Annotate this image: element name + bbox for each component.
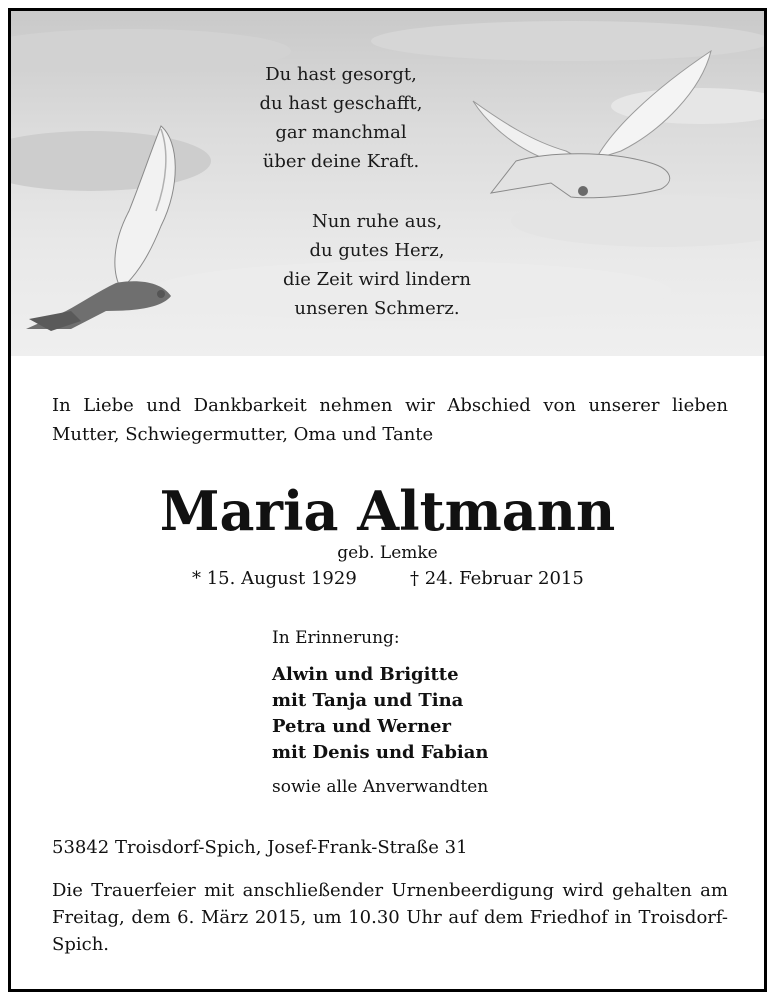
deceased-name: Maria Altmann (159, 479, 616, 543)
death-date: † 24. Februar 2015 (410, 568, 584, 589)
poem-line: über deine Kraft. (262, 151, 420, 172)
family-member: mit Tanja und Tina (272, 690, 464, 711)
intro-line-2: Mutter, Schwiegermutter, Oma und Tante (52, 424, 434, 445)
poem-line: unseren Schmerz. (294, 298, 460, 319)
poem-line: du gutes Herz, (309, 240, 445, 261)
birth-date: * 15. August 1929 (192, 568, 357, 589)
poem-line: Du hast gesorgt, (265, 64, 417, 85)
dove-right-icon (473, 51, 711, 198)
poem-stanza-1 (211, 60, 471, 176)
funeral-notice: Die Trauerfeier mit anschließender Urnenbeerdigung wird gehalten am Freitag, dem 6. März 2015, um 10.30 Uhr auf dem Friedhof in Troisdorf-Spich. (52, 880, 728, 955)
poem-line: die Zeit wird lindern (282, 269, 471, 290)
sky-with-doves-image (11, 11, 764, 356)
poem-stanza-2 (247, 207, 507, 323)
address: 53842 Troisdorf-Spich, Josef-Frank-Straße 31 (52, 837, 468, 858)
family-list (272, 662, 489, 766)
family-member: mit Denis und Fabian (272, 742, 489, 763)
poem-line: gar manchmal (275, 122, 407, 143)
family-member: Alwin und Brigitte (272, 664, 459, 685)
maiden-name: geb. Lemke (337, 543, 438, 563)
poem-line: du hast geschafft, (259, 93, 423, 114)
memory-heading: In Erinnerung: (272, 628, 400, 648)
family-member: Petra und Werner (272, 716, 451, 737)
relatives-line: sowie alle Anverwandten (272, 777, 489, 797)
intro-text (52, 391, 728, 449)
obituary-card (8, 8, 767, 992)
poem-line: Nun ruhe aus, (311, 211, 443, 232)
intro-line-1: In Liebe und Dankbarkeit nehmen wir Abschied von unserer lieben (52, 395, 728, 416)
